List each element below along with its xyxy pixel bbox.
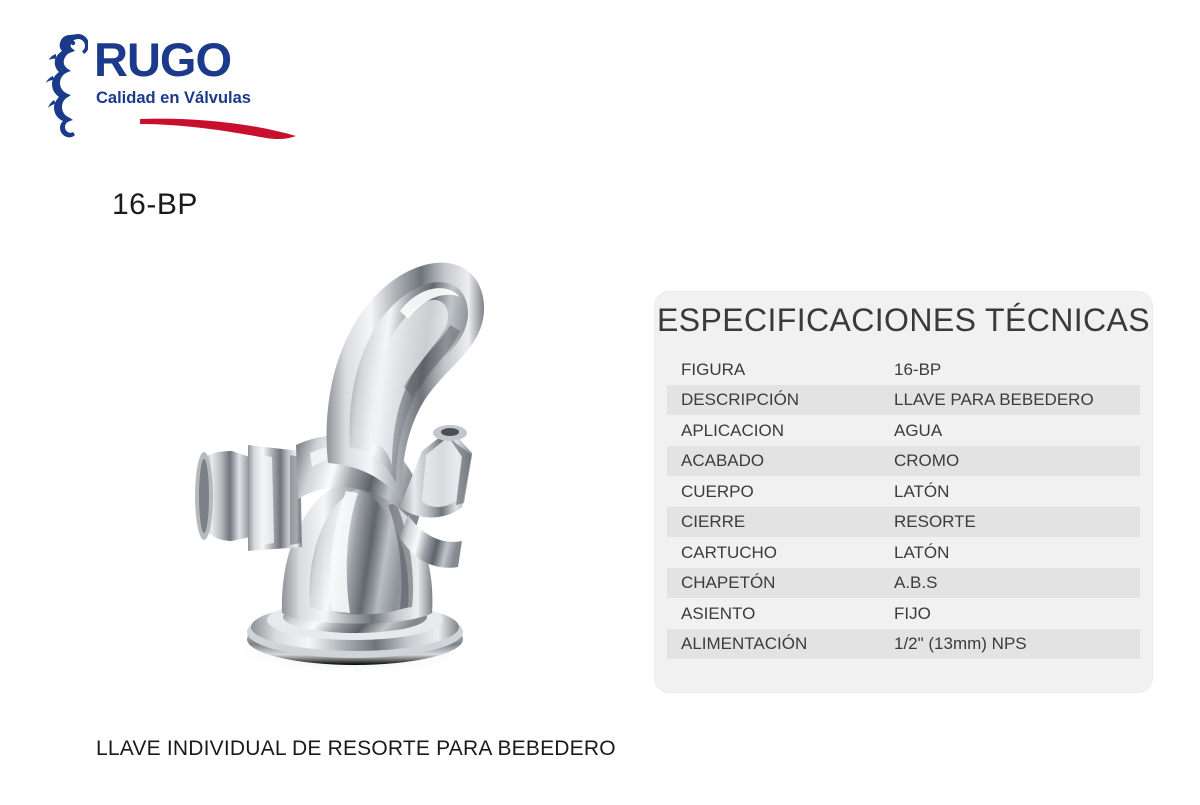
spec-key: CUERPO [681, 481, 754, 501]
spec-key: ALIMENTACIÓN [681, 634, 808, 654]
spec-title: ESPECIFICACIONES TÉCNICAS [656, 302, 1151, 338]
spec-value: LLAVE PARA BEBEDERO [894, 390, 1094, 410]
spec-value: LATÓN [894, 542, 950, 562]
table-row [667, 537, 1140, 568]
spec-panel [655, 292, 1152, 692]
table-row [667, 415, 1140, 446]
spec-value: LATÓN [894, 481, 950, 501]
spec-value: 1/2" (13mm) NPS [894, 634, 1027, 654]
table-row [667, 598, 1140, 629]
brand-name: RUGO [94, 33, 231, 86]
spec-key: CHAPETÓN [681, 573, 776, 593]
table-row [667, 507, 1140, 538]
seahorse-icon [44, 32, 88, 140]
spec-value: A.B.S [894, 573, 938, 593]
table-row [667, 476, 1140, 507]
table-row [667, 385, 1140, 416]
brand-tagline: Calidad en Válvulas [96, 89, 251, 107]
spec-key: DESCRIPCIÓN [681, 390, 800, 410]
product-caption: LLAVE INDIVIDUAL DE RESORTE PARA BEBEDERO [96, 737, 616, 760]
spec-value: CROMO [894, 451, 960, 471]
spec-value: RESORTE [894, 512, 976, 532]
chrome-faucet-photo [150, 215, 550, 685]
spec-value: 16-BP [894, 359, 942, 379]
table-row [667, 629, 1140, 660]
spec-key: ACABADO [681, 451, 765, 471]
table-row [667, 568, 1140, 599]
table-row [667, 446, 1140, 477]
table-row [667, 354, 1140, 385]
spec-value: FIJO [894, 603, 931, 623]
spec-key: FIGURA [681, 359, 746, 379]
spec-key: APLICACION [681, 420, 784, 440]
spec-key: CARTUCHO [681, 542, 778, 562]
brand-logo [44, 30, 284, 142]
figure-code: 16-BP [112, 188, 198, 221]
spec-value: AGUA [894, 420, 943, 440]
spec-key: ASIENTO [681, 603, 756, 623]
spec-key: CIERRE [681, 512, 746, 532]
spec-table [667, 354, 1140, 659]
swoosh-icon [138, 116, 300, 144]
